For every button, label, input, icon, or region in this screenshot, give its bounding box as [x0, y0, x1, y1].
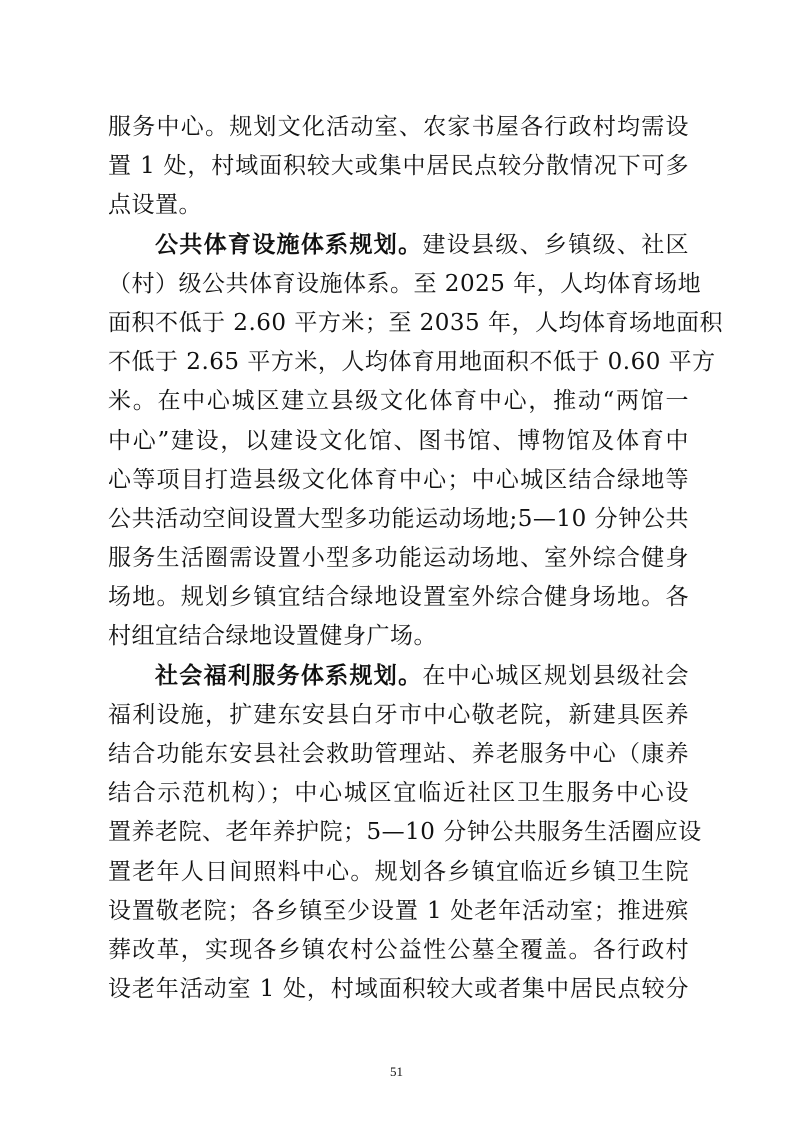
text-line: 不低于 2.65 平方米，人均体育用地面积不低于 0.60 平方 — [108, 349, 716, 376]
text-line: 服务生活圈需设置小型多功能运动场地、室外综合健身 — [108, 545, 689, 572]
document-body — [108, 108, 723, 1009]
text-line: （村）级公共体育设施体系。至 2025 年，人均体育场地 — [108, 270, 702, 297]
text-line — [108, 657, 689, 696]
text-line: 结合功能东安县社会救助管理站、养老服务中心（康养 — [108, 741, 689, 767]
paragraph-social-welfare — [108, 657, 702, 1010]
text-span: 建设县级、乡镇级、社区 — [422, 231, 690, 258]
text-line: 服务中心。规划文化活动室、农家书屋各行政村均需设 — [108, 114, 689, 140]
text-line: 置 1 处，村域面积较大或集中居民点较分散情况下可多 — [108, 153, 689, 180]
text-line: 中心”建设，以建设文化馆、图书馆、博物馆及体育中 — [108, 427, 689, 454]
paragraph-culture-continued — [108, 108, 689, 226]
text-line: 村组宜结合绿地设置健身广场。 — [108, 623, 437, 650]
text-line: 米。在中心城区建立县级文化体育中心，推动“两馆一 — [108, 388, 689, 415]
paragraph-heading: 公共体育设施体系规划。 — [155, 231, 423, 258]
text-line: 置养老院、老年养护院；5—10 分钟公共服务生活圈应设 — [108, 819, 702, 846]
paragraph-sports-facilities — [108, 226, 723, 657]
text-line: 心等项目打造县级文化体育中心；中心城区结合绿地等 — [108, 466, 689, 493]
text-line: 设置敬老院；各乡镇至少设置 1 处老年活动室；推进殡 — [108, 897, 689, 924]
text-line: 场地。规划乡镇宜结合绿地设置室外综合健身场地。各 — [108, 584, 689, 611]
text-span: 在中心城区规划县级社会 — [422, 662, 690, 689]
text-line — [108, 226, 689, 265]
text-line: 葬改革，实现各乡镇农村公益性公墓全覆盖。各行政村 — [108, 936, 689, 963]
text-line: 置老年人日间照料中心。规划各乡镇宜临近乡镇卫生院 — [108, 858, 689, 885]
page-number: 51 — [390, 1064, 403, 1079]
text-line: 点设置。 — [108, 192, 202, 219]
text-line: 公共活动空间设置大型多功能运动场地;5—10 分钟公共 — [108, 505, 689, 532]
text-line: 结合示范机构）；中心城区宜临近社区卫生服务中心设 — [108, 780, 689, 807]
paragraph-heading: 社会福利服务体系规划。 — [155, 662, 423, 689]
text-line: 福利设施，扩建东安县白牙市中心敬老院，新建具医养 — [108, 701, 689, 728]
text-line: 设老年活动室 1 处，村域面积较大或者集中居民点较分 — [108, 976, 689, 1003]
text-line: 面积不低于 2.60 平方米；至 2035 年，人均体育场地面积 — [108, 309, 723, 336]
